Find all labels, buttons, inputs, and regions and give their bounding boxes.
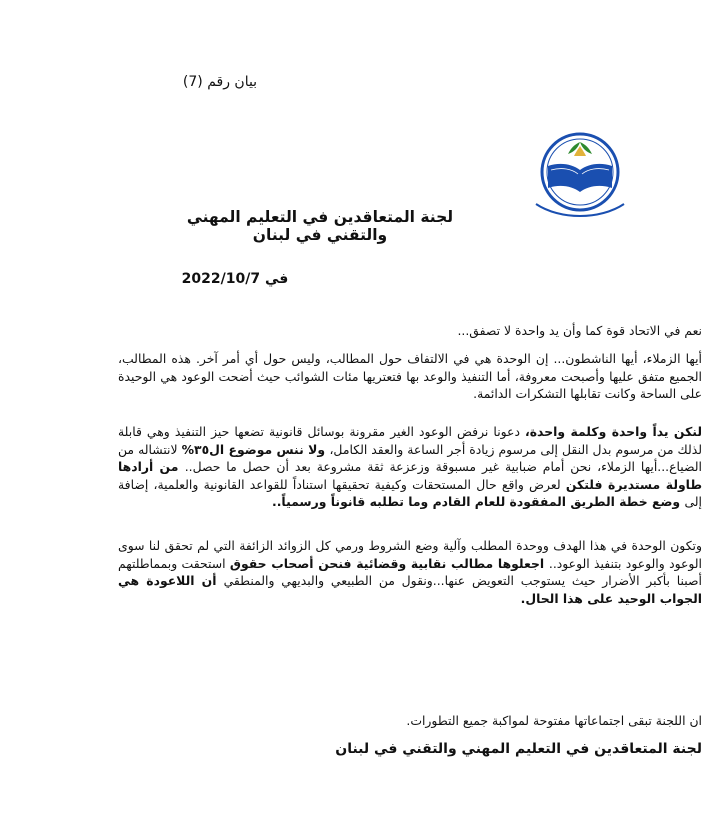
paragraph-3 [118,537,702,607]
bold-phrase: وضع خطة الطريق المفقودة للعام القادم وما تطلبه قانوناً ورسمياً.. [272,494,685,509]
signature: لجنة المتعاقدين في التعليم المهني والتقني في لبنان [335,741,702,757]
committee-title: لجنة المتعاقدين في التعليم المهني والتقني في لبنان [186,208,454,244]
text-run: وتكون الوحدة في هذا الهدف ووحدة المطلب وآلية وضع الشروط ورمي كل الزوائد الزائفة التي لم تحقق لنا سوى الوعود والوعود بتنفيذ الوعود.. [118,538,702,571]
opening-line: نعم في الاتحاد قوة كما وأن يد واحدة لا تصفق... [457,323,702,338]
text-run: لانتشاله من الضياع...أيها الزملاء، نحن أمام ضبابية غير مسبوقة وزعزعة ثقة مشروعة بعد أن حصل ما حصل.. [118,441,702,474]
statement-number: بيان رقم (7) [182,74,258,90]
paragraph-1: أيها الزملاء، أيها الناشطون... إن الوحدة هي في الالتفاف حول المطالب، وليس حول أي أمر آخر. هذه المطالب، الجميع متفق عليها وأصبحت معروفة، أما التنفيذ والوعد بها فتعتريها مئات الشوائب حيث أضحت الوعود هي الوحيدة على الساحة وكانت تقابلها التشكرات الدائمة. [118,351,702,401]
closing-line: ان اللجنة تبقى اجتماعاتها مفتوحة لمواكبة جميع التطورات. [406,713,702,728]
bold-phrase: أن اللاعودة هي الجواب الوحيد على هذا الحال. [118,573,702,606]
statement-date: في 2022/10/7 [181,271,289,287]
text-run: دعونا نرفض الوعود الغير مقرونة بوسائل قانونية تضعها حيز التنفيذ وهي قابلة لذلك من مرسوم بدل النقل إلى مرسوم زيادة أجر الساعة والعقد الكامل، [118,424,702,457]
bold-phrase: ولا ننس موضوع ال٣٥% [181,441,330,457]
text-run: لعرض واقع حال المستحقات وكيفية تحقيقها استناداً للقواعد القانونية والعلمية، إضافة إلى [118,476,702,509]
paragraph-2 [118,423,702,511]
bold-phrase: من أرادها طاولة مستديرة فلتكن [118,459,702,492]
text-run: استحقت وبمماطلتهم أصبنا بأكبر الأضرار حيث يستوجب التعويض عنها...ونقول من الطبيعي والبديهي والمنطقي [118,555,702,588]
bold-phrase: لنكن يداً واحدة وكلمة واحدة، [525,424,703,439]
bold-phrase: اجعلوها مطالب نقابية وقضائية فنحن أصحاب حقوق [229,555,549,571]
open-book-logo-icon [528,132,632,218]
committee-logo [528,132,632,218]
